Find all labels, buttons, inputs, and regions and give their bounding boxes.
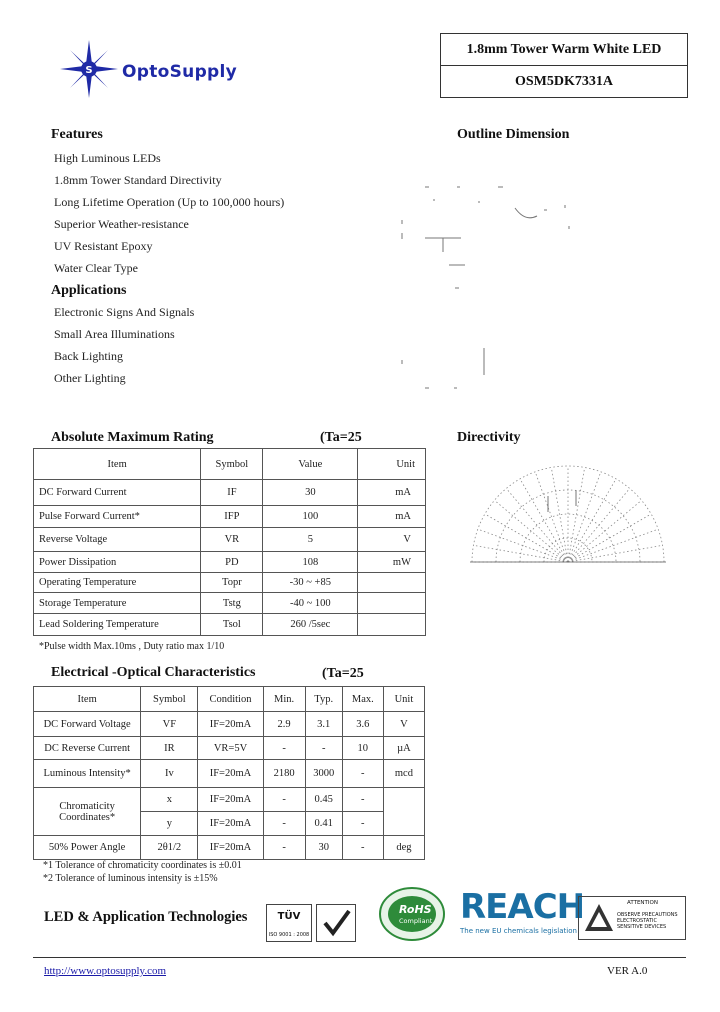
abs-max-table: [33, 448, 426, 636]
chromaticity-label: Chromaticity Coordinates*: [34, 788, 141, 836]
abs-max-cell: IF: [201, 480, 263, 506]
eo-cell: 2.9: [263, 712, 305, 737]
abs-max-cell: [358, 614, 426, 636]
eo-cell: 3.6: [342, 712, 383, 737]
eo-header-cell: Condition: [198, 687, 263, 712]
feature-item: 1.8mm Tower Standard Directivity: [54, 173, 222, 187]
application-item: Small Area Illuminations: [54, 327, 175, 341]
eo-cell: -: [342, 760, 383, 788]
eo-note-2: *2 Tolerance of luminous intensity is ±15%: [43, 873, 218, 884]
abs-max-condition: (Ta=25: [320, 430, 362, 445]
footer-divider: [33, 957, 686, 958]
abs-max-header-cell: Symbol: [201, 449, 263, 480]
eo-cell: mcd: [383, 760, 424, 788]
abs-max-header-cell: Value: [263, 449, 358, 480]
abs-max-cell: 260 /5sec: [263, 614, 358, 636]
directivity-ray: [520, 479, 568, 562]
eo-row: [34, 760, 425, 788]
feature-item: UV Resistant Epoxy: [54, 239, 153, 253]
eo-cell: -: [342, 788, 383, 812]
eo-row: [34, 836, 425, 860]
outline-drawing: [395, 170, 585, 400]
application-item: Other Lighting: [54, 371, 126, 385]
abs-max-row: [34, 614, 426, 636]
abs-max-row: [34, 593, 426, 614]
abs-max-cell: Tsol: [201, 614, 263, 636]
abs-max-cell: [358, 593, 426, 614]
abs-max-note: *Pulse width Max.10ms , Duty ratio max 1/10: [39, 641, 225, 652]
eo-cell: 0.41: [305, 812, 342, 836]
abs-max-cell: Operating Temperature: [34, 573, 201, 593]
abs-max-cell: mW: [358, 552, 426, 573]
abs-max-cell: -40 ~ 100: [263, 593, 358, 614]
eo-cell: -: [263, 788, 305, 812]
company-name: LED & Application Technologies: [44, 909, 248, 925]
esd-warning-icon: [583, 902, 615, 934]
reach-label: REACH: [460, 887, 585, 927]
abs-max-row: [34, 506, 426, 528]
eo-header-cell: Min.: [263, 687, 305, 712]
title-box: [440, 33, 688, 98]
check-badge: [316, 904, 356, 942]
eo-cell: Iv: [141, 760, 198, 788]
eo-cell: IR: [141, 737, 198, 760]
abs-max-cell: V: [358, 528, 426, 552]
eo-header-cell: Typ.: [305, 687, 342, 712]
eo-cell: DC Reverse Current: [34, 737, 141, 760]
feature-item: Long Lifetime Operation (Up to 100,000 hours): [54, 195, 285, 209]
eo-cell: x: [141, 788, 198, 812]
eo-cell: 10: [342, 737, 383, 760]
abs-max-cell: [358, 573, 426, 593]
eo-cell: 50% Power Angle: [34, 836, 141, 860]
esd-text: OBSERVE PRECAUTIONS ELECTROSTATIC SENSITIVE DEVICES: [617, 912, 678, 930]
abs-max-cell: mA: [358, 480, 426, 506]
website-link[interactable]: http://www.optosupply.com: [44, 965, 167, 977]
application-item: Back Lighting: [54, 349, 123, 363]
eo-cell: DC Forward Voltage: [34, 712, 141, 737]
reach-sublabel: The new EU chemicals legislation: [460, 927, 577, 935]
abs-max-cell: 30: [263, 480, 358, 506]
rohs-label: RoHS: [399, 903, 432, 916]
svg-text:S: S: [85, 65, 93, 76]
abs-max-cell: PD: [201, 552, 263, 573]
esd-badge: [578, 896, 686, 940]
abs-max-row: [34, 573, 426, 593]
features-list: [54, 151, 284, 283]
eo-cell: Luminous Intensity*: [34, 760, 141, 788]
eo-header-cell: Max.: [342, 687, 383, 712]
abs-max-cell: Topr: [201, 573, 263, 593]
applications-list: [54, 305, 194, 393]
part-number: OSM5DK7331A: [441, 65, 687, 97]
eo-cell: IF=20mA: [198, 788, 263, 812]
abs-max-row: [34, 552, 426, 573]
applications-heading: Applications: [51, 283, 127, 298]
eo-header-cell: Unit: [383, 687, 424, 712]
eo-row: [34, 788, 425, 812]
tuv-label: TÜV: [277, 911, 301, 922]
eo-cell: IF=20mA: [198, 836, 263, 860]
abs-max-cell: VR: [201, 528, 263, 552]
features-heading: Features: [51, 127, 103, 142]
application-item: Electronic Signs And Signals: [54, 305, 195, 319]
checkmark-icon: [317, 905, 355, 941]
rohs-sublabel: Compliant: [399, 917, 433, 925]
eo-cell: -: [342, 812, 383, 836]
esd-title: ATTENTION: [627, 900, 658, 906]
eo-header-cell: Symbol: [141, 687, 198, 712]
eo-empty-unit-cell: [383, 788, 424, 836]
eo-cell: -: [263, 737, 305, 760]
starburst-icon: [58, 38, 120, 100]
abs-max-cell: 108: [263, 552, 358, 573]
feature-item: High Luminous LEDs: [54, 151, 161, 165]
eo-cell: IF=20mA: [198, 712, 263, 737]
eo-cell: 3000: [305, 760, 342, 788]
eo-cell: VR=5V: [198, 737, 263, 760]
abs-max-heading: Absolute Maximum Rating: [51, 430, 214, 445]
abs-max-row: [34, 528, 426, 552]
eo-note-1: *1 Tolerance of chromaticity coordinates is ±0.01: [43, 860, 242, 871]
abs-max-cell: IFP: [201, 506, 263, 528]
eo-cell: 2180: [263, 760, 305, 788]
abs-max-header-cell: Item: [34, 449, 201, 480]
abs-max-row: [34, 480, 426, 506]
feature-item: Superior Weather-resistance: [54, 217, 189, 231]
tuv-badge: [266, 904, 312, 942]
eo-cell: VF: [141, 712, 198, 737]
rohs-badge: [378, 886, 446, 942]
abs-max-header-cell: Unit: [358, 449, 426, 480]
feature-item: Water Clear Type: [54, 261, 138, 275]
eo-condition: (Ta=25: [322, 666, 364, 681]
eo-header-cell: Item: [34, 687, 141, 712]
eo-cell: V: [383, 712, 424, 737]
abs-max-cell: DC Forward Current: [34, 480, 201, 506]
outline-heading: Outline Dimension: [457, 127, 570, 142]
abs-max-cell: Tstg: [201, 593, 263, 614]
eo-cell: y: [141, 812, 198, 836]
eo-cell: IF=20mA: [198, 760, 263, 788]
tuv-sublabel: ISO 9001 : 2008: [268, 932, 310, 938]
eo-cell: IF=20mA: [198, 812, 263, 836]
directivity-heading: Directivity: [457, 430, 521, 445]
abs-max-cell: Lead Soldering Temperature: [34, 614, 201, 636]
eo-row: [34, 737, 425, 760]
eo-cell: 30: [305, 836, 342, 860]
eo-cell: 3.1: [305, 712, 342, 737]
abs-max-cell: 5: [263, 528, 358, 552]
eo-cell: 2θ1/2: [141, 836, 198, 860]
abs-max-cell: 100: [263, 506, 358, 528]
eo-cell: µA: [383, 737, 424, 760]
abs-max-cell: -30 ~ +85: [263, 573, 358, 593]
abs-max-cell: Storage Temperature: [34, 593, 201, 614]
abs-max-cell: Reverse Voltage: [34, 528, 201, 552]
abs-max-cell: Power Dissipation: [34, 552, 201, 573]
reach-badge: [460, 887, 585, 940]
eo-cell: 0.45: [305, 788, 342, 812]
eo-row: [34, 712, 425, 737]
eo-cell: deg: [383, 836, 424, 860]
abs-max-cell: mA: [358, 506, 426, 528]
product-title: 1.8mm Tower Warm White LED: [466, 41, 662, 57]
eo-cell: -: [263, 812, 305, 836]
abs-max-cell: Pulse Forward Current*: [34, 506, 201, 528]
brand-name: OptoSupply: [122, 62, 238, 82]
eo-cell: -: [342, 836, 383, 860]
eo-table: [33, 686, 425, 860]
eo-cell: -: [305, 737, 342, 760]
version-label: VER A.0: [607, 965, 648, 977]
eo-cell: -: [263, 836, 305, 860]
eo-heading: Electrical -Optical Characteristics: [51, 665, 256, 680]
directivity-chart: [468, 460, 668, 570]
brand-logo: [58, 38, 273, 100]
